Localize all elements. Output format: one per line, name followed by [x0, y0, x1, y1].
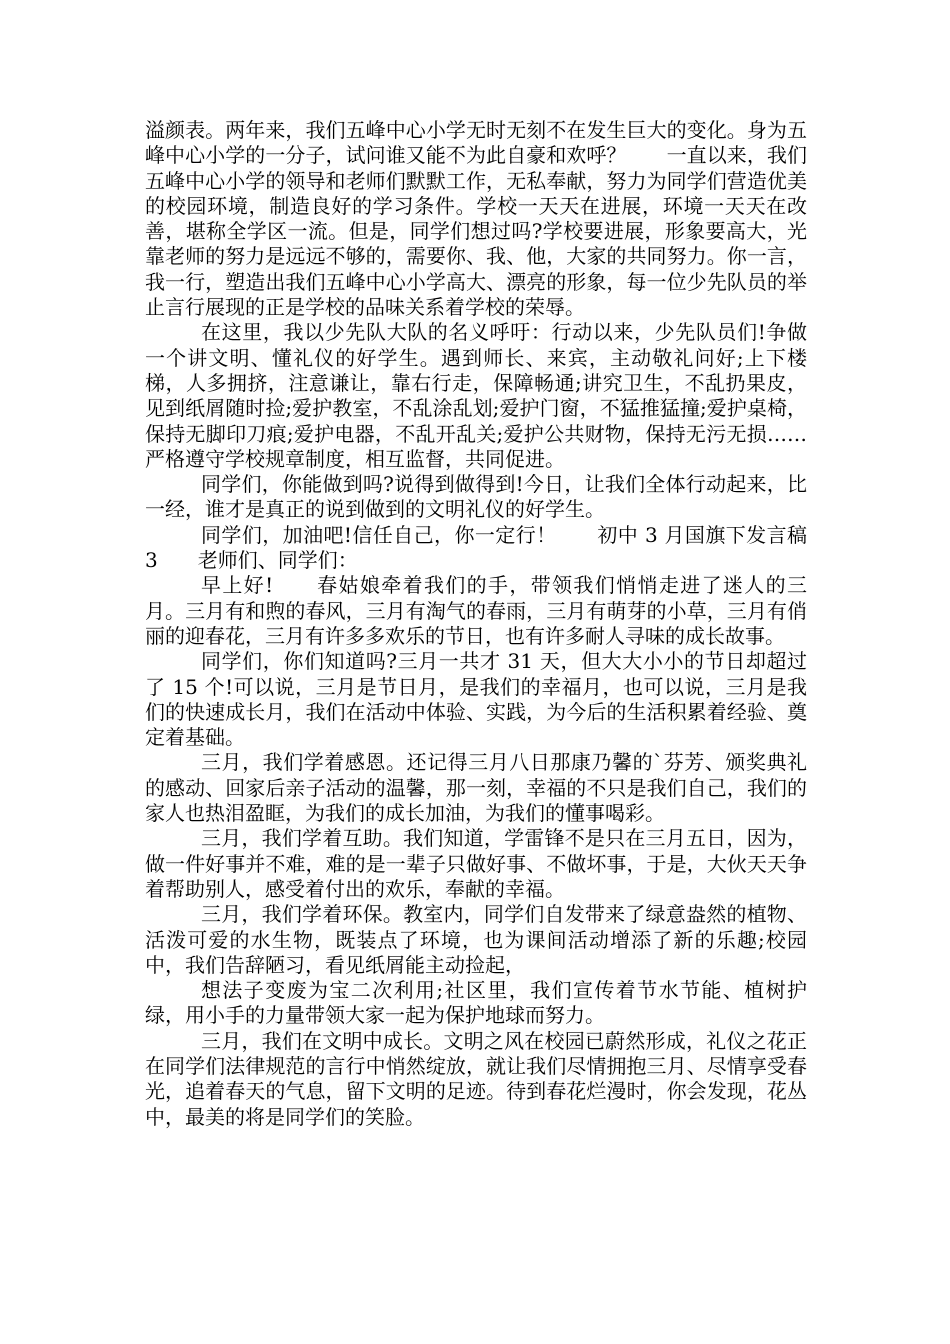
paragraph-6: 同学们，你们知道吗?三月一共才 31 天，但大大小小的节日却超过了 15 个!可以说，三月是节日月，是我们的幸福月，也可以说，三月是我们的快速成长月，我们在活动中体验、实践，为今后的生活积累着经验、奠定着基础。 — [145, 649, 807, 750]
paragraph-9: 三月，我们学着环保。教室内，同学们自发带来了绿意盎然的植物、活泼可爱的水生物，既装点了环境，也为课间活动增添了新的乐趣;校园中，我们告辞陋习，看见纸屑能主动捡起， — [145, 902, 807, 977]
document-body — [145, 118, 814, 1130]
paragraph-7: 三月，我们学着感恩。还记得三月八日那康乃馨的`芬芳、颁奖典礼的感动、回家后亲子活动的温馨，那一刻，幸福的不只是我们自己，我们的家人也热泪盈眶，为我们的成长加油，为我们的懂事喝彩。 — [145, 750, 807, 826]
paragraph-5: 早上好! 春姑娘牵着我们的手，带领我们悄悄走进了迷人的三月。三月有和煦的春风，三月有淘气的春雨，三月有萌芽的小草，三月有俏丽的迎春花，三月有许多多欢乐的节日，也有许多耐人寻味的成长故事。 — [145, 573, 807, 648]
paragraph-3: 同学们，你能做到吗?说得到做得到!今日，让我们全体行动起来，比一经，谁才是真正的说到做到的文明礼仪的好学生。 — [145, 472, 807, 522]
paragraph-2: 在这里，我以少先队大队的名义呼吁：行动以来，少先队员们!争做一个讲文明、懂礼仪的好学生。遇到师长、来宾，主动敬礼问好;上下楼梯，人多拥挤，注意谦让，靠右行走，保障畅通;讲究卫生，不乱扔果皮，见到纸屑随时捡;爱护教室，不乱涂乱划;爱护门窗，不猛推猛撞;爱护桌椅，保持无脚印刀痕;爱护电器，不乱开乱关;爱护公共财物，保持无污无损……严格遵守学校规章制度，相互监督，共同促进。 — [145, 320, 807, 471]
paragraph-1: 溢颜表。两年来，我们五峰中心小学无时无刻不在发生巨大的变化。身为五峰中心小学的一分子，试问谁又能不为此自豪和欢呼？ 一直以来，我们五峰中心小学的领导和老师们默默工作，无私奉献，努力为同学们营造优美的校园环境，制造良好的学习条件。学校一天天在进展，环境一天天在改善，堪称全学区一流。但是，同学们想过吗?学校要进展，形象要高大，光靠老师的努力是远远不够的，需要你、我、他，大家的共同努力。你一言，我一行，塑造出我们五峰中心小学高大、漂亮的形象，每一位少先队员的举止言行展现的正是学校的品味关系着学校的荣辱。 — [145, 118, 807, 320]
paragraph-11: 三月，我们在文明中成长。文明之风在校园已蔚然形成，礼仪之花正在同学们法律规范的言行中悄然绽放，就让我们尽情拥抱三月、尽情享受春光，追着春天的气息，留下文明的足迹。待到春花烂漫时，你会发现，花丛中，最美的将是同学们的笑脸。 — [145, 1028, 807, 1129]
paragraph-10: 想法子变废为宝二次利用;社区里，我们宣传着节水节能、植树护绿，用小手的力量带领大家一起为保护地球而努力。 — [145, 978, 807, 1028]
paragraph-8: 三月，我们学着互助。我们知道，学雷锋不是只在三月五日，因为，做一件好事并不难，难的是一辈子只做好事、不做坏事，于是，大伙天天争着帮助别人，感受着付出的欢乐，奉献的幸福。 — [145, 826, 807, 901]
paragraph-4: 同学们，加油吧!信任自己，你一定行！ 初中 3 月国旗下发言稿 3 老师们、同学们： — [145, 522, 814, 573]
